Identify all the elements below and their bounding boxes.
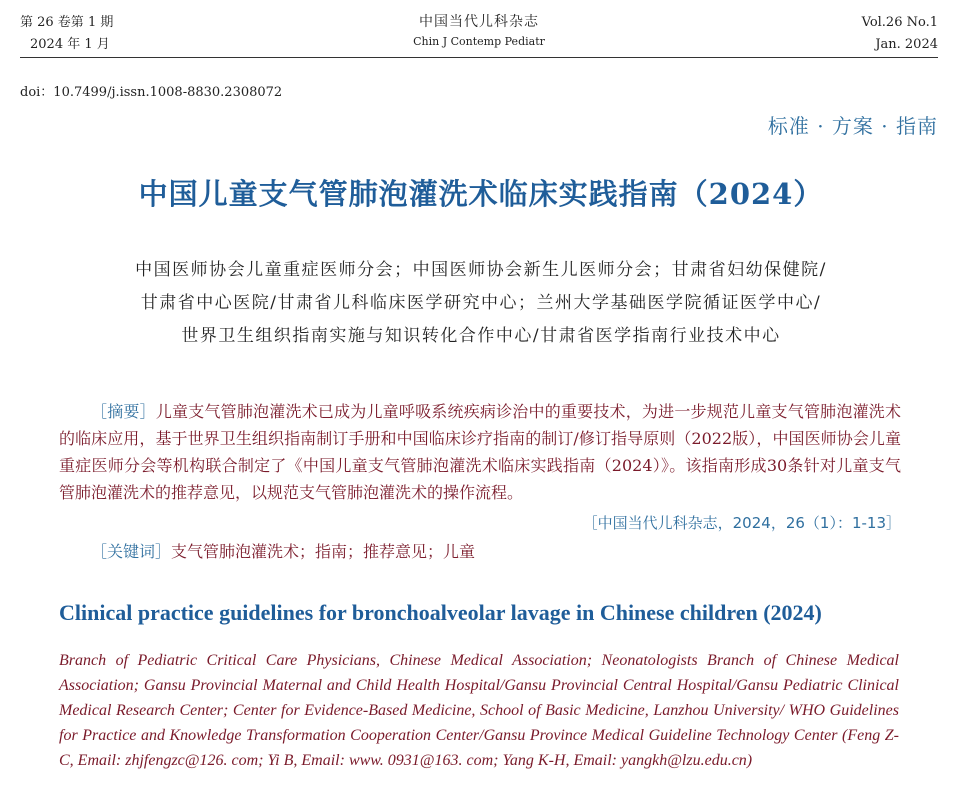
doi: doi：10.7499/j.issn.1008-8830.2308072: [20, 85, 283, 100]
authors-line: 世界卫生组织指南实施与知识转化合作中心/甘肃省医学指南行业技术中心: [181, 326, 781, 346]
keywords: [91, 539, 475, 562]
date-cn: 2024 年 1 月: [30, 37, 110, 52]
keywords-text: 支气管肺泡灌洗术；指南；推荐意见；儿童: [171, 542, 476, 561]
section-label: 标准 · 方案 · 指南: [767, 114, 938, 138]
affiliation-en: Branch of Pediatric Critical Care Physicians, Chinese Medical Association; Neonatologists Branch of Chinese Medical Association; Gansu Provincial Maternal and Child Health Hospital/Gansu Provincial Central Hospital/Gansu Pediatric Clinical Medical Research Center; Center for Evidence-Based Medicine, School of Basic Medicine, Lanzhou University/ WHO Guidelines for Practice and Knowledge Transformation Cooperation Center/Gansu Province Medical Guideline Technology Center (Feng Z-C, Email: zhjfengzc@126. com; Yi B, Email: www. 0931@163. com; Yang K-H, Email: yangkh@lzu.edu.cn): [59, 652, 899, 769]
authors-line: 中国医师协会儿童重症医师分会；中国医师协会新生儿医师分会；甘肃省妇幼保健院/: [135, 260, 827, 280]
header-divider: [20, 57, 938, 58]
authors-block: [40, 254, 922, 353]
abstract-label: ［摘要］: [91, 402, 156, 421]
page-title-cn: 中国儿童支气管肺泡灌洗术临床实践指南（2024）: [138, 177, 824, 211]
page-header: [20, 8, 938, 52]
citation: ［中国当代儿科杂志，2024，26（1）：1-13］: [582, 514, 901, 532]
date-en: Jan. 2024: [875, 37, 938, 52]
journal-name-en: Chin J Contemp Pediatr: [413, 35, 545, 48]
issue-info-en: [862, 12, 938, 56]
volume-issue-cn: 第 26 卷第 1 期: [20, 15, 114, 30]
journal-name: [20, 12, 938, 52]
page-title-en: Clinical practice guidelines for bronchoalveolar lavage in Chinese children (2024): [59, 600, 822, 625]
abstract-text: 儿童支气管肺泡灌洗术已成为儿童呼吸系统疾病诊治中的重要技术，为进一步规范儿童支气管肺泡灌洗术的临床应用，基于世界卫生组织指南制订手册和中国临床诊疗指南的制订/修订指导原则（2022版），中国医师协会儿童重症医师分会等机构联合制定了《中国儿童支气管肺泡灌洗术临床实践指南（2024）》。该指南形成30条针对儿童支气管肺泡灌洗术的推荐意见，以规范支气管肺泡灌洗术的操作流程。: [59, 402, 901, 502]
keywords-label: ［关键词］: [91, 542, 172, 561]
authors-line: 甘肃省中心医院/甘肃省儿科临床医学研究中心；兰州大学基础医学院循证医学中心/: [140, 293, 822, 313]
volume-issue-en: Vol.26 No.1: [861, 15, 938, 30]
journal-name-cn: 中国当代儿科杂志: [419, 14, 539, 30]
abstract: [59, 398, 901, 506]
